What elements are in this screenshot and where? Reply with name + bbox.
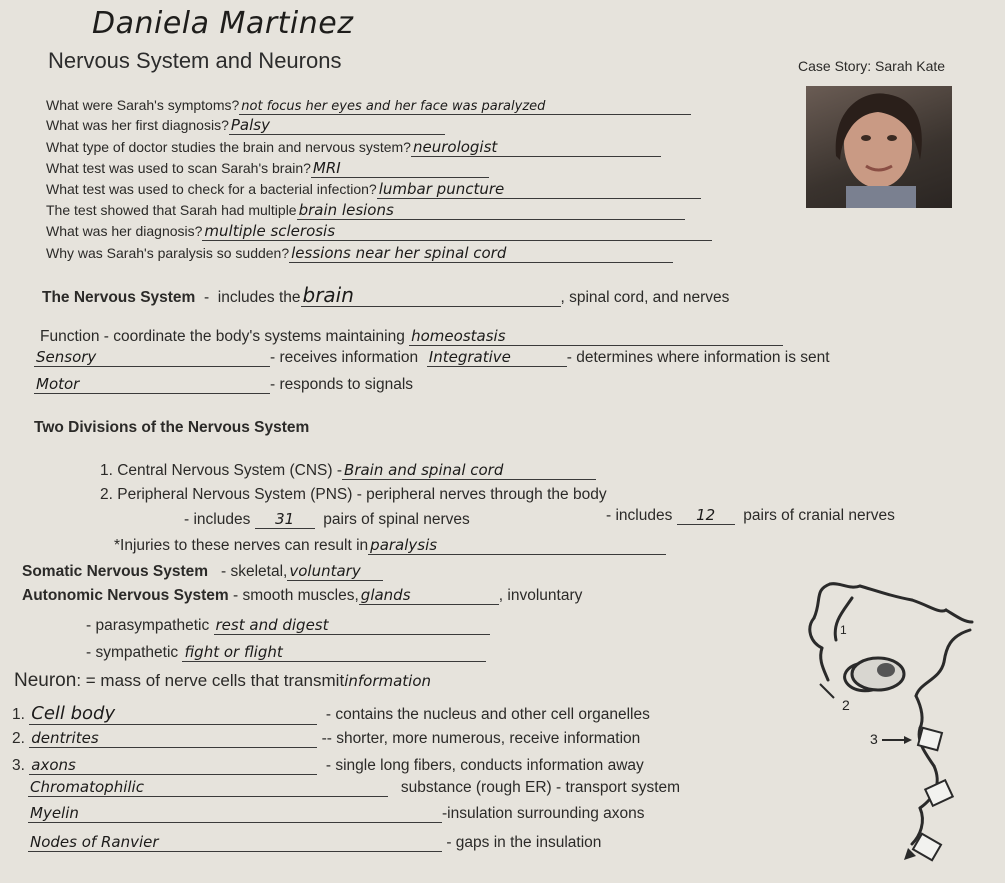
sarah-photo <box>806 86 952 208</box>
myelin-answer[interactable]: Myelin <box>28 805 442 823</box>
answer-3[interactable]: neurologist <box>411 139 661 157</box>
pns-line: 2. Peripheral Nervous System (PNS) - peripheral nerves through the body <box>100 486 607 503</box>
neuron-diagram <box>770 570 1005 883</box>
brain-answer[interactable]: brain <box>301 284 561 307</box>
dendrite-5 <box>810 618 822 648</box>
cell-body-answer[interactable]: Cell body <box>29 704 317 725</box>
answer-4[interactable]: MRI <box>311 160 489 178</box>
answer-5[interactable]: lumbar puncture <box>377 181 701 199</box>
homeostasis-answer[interactable]: homeostasis <box>409 328 783 346</box>
student-name: Daniela Martinez <box>92 6 354 41</box>
divisions-heading: Two Divisions of the Nervous System <box>34 419 310 436</box>
axon-start <box>916 630 970 696</box>
neuron-line: Neuron: = mass of nerve cells that transmitinformation <box>14 670 432 691</box>
dendrite-8 <box>946 610 972 622</box>
answer-8[interactable]: lessions near her spinal cord <box>289 245 673 263</box>
neuron-part-2: 2. dentrites -- shorter, more numerous, receive information <box>12 729 641 747</box>
dendrite-2 <box>830 584 860 587</box>
cranial-nerves-line: - includes 12 pairs of cranial nerves <box>606 506 895 524</box>
nodes-line: Nodes of Ranvier - gaps in the insulation <box>30 833 602 851</box>
question-6: The test showed that Sarah had multiple brain lesions <box>46 202 685 220</box>
spinal-nerves-line: - includes 31 pairs of spinal nerves <box>184 510 470 528</box>
nucleus-shape <box>877 663 895 677</box>
axon-2 <box>916 696 922 728</box>
arrowhead-icon <box>904 736 912 744</box>
case-story-label: Case Story: Sarah Kate <box>798 58 946 74</box>
myelin-line: Myelin -insulation surrounding axons <box>30 804 645 822</box>
myelin-sheath-1 <box>918 728 942 751</box>
cranial-pairs-answer[interactable]: 12 <box>677 507 735 525</box>
nervous-system-includes: The Nervous System - includes the brain , spinal cord, and nerves <box>42 283 730 307</box>
somatic-answer[interactable]: voluntary <box>287 563 383 581</box>
cns-line: 1. Central Nervous System (CNS) - Brain and spinal cord <box>100 462 596 480</box>
sensory-answer[interactable]: Sensory <box>34 349 270 367</box>
injury-answer[interactable]: paralysis <box>368 537 666 555</box>
diagram-label-3: 3 <box>870 731 878 747</box>
chromatophilic-line: Chromatophilic substance (rough ER) - transport system <box>30 778 681 796</box>
answer-2[interactable]: Palsy <box>229 117 445 135</box>
parasympathetic-line: - parasympathetic rest and digest <box>86 617 490 635</box>
dendrite-1 <box>814 584 830 618</box>
answer-6[interactable]: brain lesions <box>297 202 685 220</box>
dendrite-3 <box>860 586 912 600</box>
question-7: What was her diagnosis? multiple sclerosis <box>46 223 712 241</box>
nodes-answer[interactable]: Nodes of Ranvier <box>28 834 442 852</box>
motor-line: Motor - responds to signals <box>36 375 414 393</box>
diagram-label-2: 2 <box>842 697 850 713</box>
label-2-pointer <box>820 684 834 698</box>
question-5: What test was used to check for a bacterial infection? lumbar puncture <box>46 181 701 199</box>
axons-answer[interactable]: axons <box>29 757 317 775</box>
question-4: What test was used to scan Sarah's brain? MRI <box>46 160 489 178</box>
injury-line: *Injuries to these nerves can result in paralysis <box>114 537 666 555</box>
autonomic-answer[interactable]: glands <box>359 587 499 605</box>
integrative-answer[interactable]: Integrative <box>427 349 567 367</box>
portrait-image <box>806 86 952 208</box>
page-title: Nervous System and Neurons <box>48 48 342 73</box>
question-2: What was her first diagnosis? Palsy <box>46 117 445 135</box>
dendrites-answer[interactable]: dentrites <box>29 730 317 748</box>
sympathetic-answer[interactable]: fight or flight <box>182 644 486 662</box>
question-1: What were Sarah's symptoms? not focus her eyes and her face was paralyzed <box>46 97 691 115</box>
parasympathetic-answer[interactable]: rest and digest <box>214 617 490 635</box>
sensory-line: Sensory - receives information Integrative - determines where information is sent <box>36 348 830 366</box>
neuron-part-3: 3. axons - single long fibers, conducts information away <box>12 756 644 774</box>
diagram-label-1: 1 <box>840 623 847 637</box>
autonomic-line: Autonomic Nervous System - smooth muscles, glands , involuntary <box>22 586 583 604</box>
spinal-pairs-answer[interactable]: 31 <box>255 511 315 529</box>
answer-1[interactable]: not focus her eyes and her face was paralyzed <box>239 100 691 115</box>
neuron-part-1: 1. Cell body - contains the nucleus and other cell organelles <box>12 703 650 724</box>
neuron-answer[interactable]: information <box>344 672 432 690</box>
dendrite-4 <box>912 600 946 611</box>
cns-answer[interactable]: Brain and spinal cord <box>342 462 596 480</box>
dendrite-6 <box>821 648 828 680</box>
sympathetic-line: - sympathetic fight or flight <box>86 644 486 662</box>
question-8: Why was Sarah's paralysis so sudden? lessions near her spinal cord <box>46 245 673 263</box>
chromatophilic-answer[interactable]: Chromatophilic <box>28 779 388 797</box>
function-line: Function - coordinate the body's systems maintaining homeostasis <box>40 328 783 346</box>
myelin-sheath-2 <box>925 780 953 806</box>
motor-answer[interactable]: Motor <box>34 376 270 394</box>
question-3: What type of doctor studies the brain and nervous system? neurologist <box>46 139 661 157</box>
somatic-line: Somatic Nervous System - skeletal, voluntary <box>22 563 383 581</box>
cell-body-shape <box>852 658 904 690</box>
answer-7[interactable]: multiple sclerosis <box>202 223 712 241</box>
